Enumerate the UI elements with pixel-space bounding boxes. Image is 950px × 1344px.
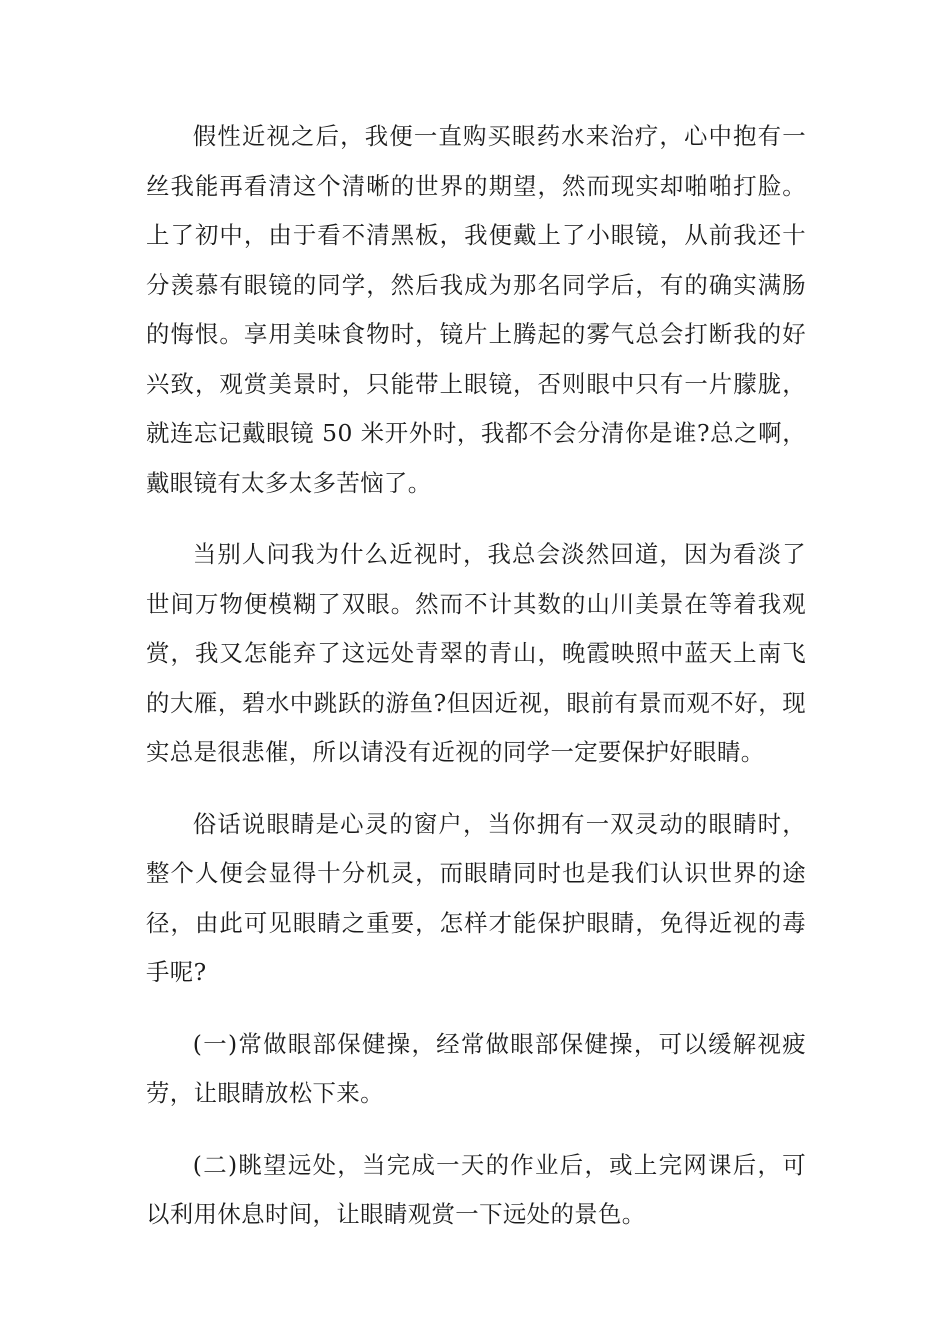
paragraph-myopia-experience: 假性近视之后，我便一直购买眼药水来治疗，心中抱有一丝我能再看清这个清晰的世界的期望，然而现实却啪啪打脸。上了初中，由于看不清黑板，我便戴上了小眼镜，从前我还十分羡慕有眼镜的同学，然后我成为那名同学后，有的确实满肠的悔恨。享用美味食物时，镜片上腾起的雾气总会打断我的好兴致，观赏美景时，只能带上眼镜，否则眼中只有一片朦胧，就连忘记戴眼镜 50 米开外时，我都不会分清你是谁?总之啊，戴眼镜有太多太多苦恼了。 xyxy=(146,122,806,497)
paragraph-tip-look-far: (二)眺望远处，当完成一天的作业后，或上完网课后，可以利用休息时间，让眼睛观赏一下远处的景色。 xyxy=(146,1150,806,1228)
document-body xyxy=(146,112,806,1262)
paragraph-eyes-window: 俗话说眼睛是心灵的窗户，当你拥有一双灵动的眼睛时，整个人便会显得十分机灵，而眼睛同时也是我们认识世界的途径，由此可见眼睛之重要，怎样才能保护眼睛，免得近视的毒手呢? xyxy=(146,809,806,986)
paragraph-why-myopia: 当别人问我为什么近视时，我总会淡然回道，因为看淡了世间万物便模糊了双眼。然而不计其数的山川美景在等着我观赏，我又怎能弃了这远处青翠的青山，晚霞映照中蓝天上南飞的大雁，碧水中跳跃的游鱼?但因近视，眼前有景而观不好，现实总是很悲催，所以请没有近视的同学一定要保护好眼睛。 xyxy=(146,540,806,766)
paragraph-tip-eye-exercise: (一)常做眼部保健操，经常做眼部保健操，可以缓解视疲劳，让眼睛放松下来。 xyxy=(146,1029,806,1107)
